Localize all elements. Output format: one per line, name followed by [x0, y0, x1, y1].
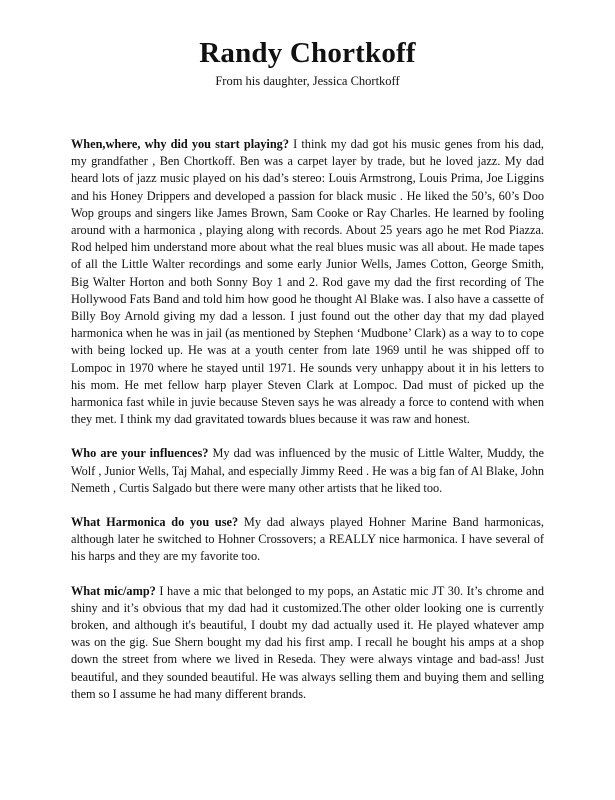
page-subtitle: From his daughter, Jessica Chortkoff	[215, 74, 400, 88]
answer-mic-amp: I have a mic that belonged to my pops, an Astatic mic JT 30. It’s chrome and shiny and it’s obvious that my dad had it customized.The other older looking one is currently broken, and although it's beautiful, I doubt my dad actually used it. He played whatever amp was on the gig. Sue Shern bought my dad his first amp. I recall he bought his amps at a shop down the street from where we lived in Reseda. They were always vintage and bad-ass! Just beautiful, and they sounded beautiful. He was always selling them and buying them and selling them so I assume he had many different brands.	[71, 583, 545, 701]
answer-start-playing: I think my dad got his music genes from his dad, my grandfather , Ben Chortkoff. Ben was a carpet layer by trade, but he loved jazz. My dad heard lots of jazz music played on his dad’s stereo: Louis Armstrong, Louis Prima, Joe Liggins and his Honey Drippers and developed a passion for black music . He liked the 50’s, 60’s Doo Wop groups and singers like James Brown, Sam Cooke or Ray Charles. He learned by fooling around with a harmonica , playing along with records. About 25 years ago he met Rod Piazza. Rod helped him understand more about what the real blues music was all about. He made tapes of all the Little Walter recordings and some early Junior Wells, James Cotton, George Smith, Big Walter Horton and both Sonny Boy 1 and 2. Rod gave my dad the first recording of The Hollywood Fats Band and told him how good he thought Al Blake was. I also have a cassette of Billy Boy Arnold giving my dad a lesson. I just found out the other day that my dad played harmonica when he was in jail (as mentioned by Stephen ‘Mudbone’ Clark) as a way to to cope with being locked up. He was at a youth center from late 1969 until he was shipped off to Lompoc in 1970 where he stayed until 1971. He sounds very unhappy about it in his letters to his mom. He met fellow harp player Steven Clark at Lompoc. Dad must of picked up the harmonica fast while in juvie because Steven says he was already a force to contend with when they met. I think my dad gravitated towards blues because it was raw and honest.	[71, 137, 544, 427]
section-harmonica	[71, 514, 544, 566]
section-mic-amp	[71, 583, 544, 703]
question-harmonica: What Harmonica do you use?	[71, 515, 239, 530]
answer-harmonica: My dad always played Hohner Marine Band harmonicas, although later he switched to Hohner Crossovers; a REALLY nice harmonica. I have several of his harps and they are my favorite too.	[71, 515, 544, 564]
question-mic-amp: What mic/amp?	[71, 583, 156, 598]
answer-influences: My dad was influenced by the music of Little Walter, Muddy, the Wolf , Junior Wells, Taj Mahal, and especially Jimmy Reed . He was a big fan of Al Blake, John Nemeth , Curtis Salgado but there were many other artists that he liked too.	[71, 446, 544, 495]
question-start-playing: When,where, why did you start playing?	[71, 137, 289, 151]
question-influences: Who are your influences?	[71, 446, 209, 461]
section-influences	[71, 445, 544, 497]
section-start-playing	[71, 136, 544, 428]
page-title: Randy Chortkoff	[199, 37, 416, 69]
